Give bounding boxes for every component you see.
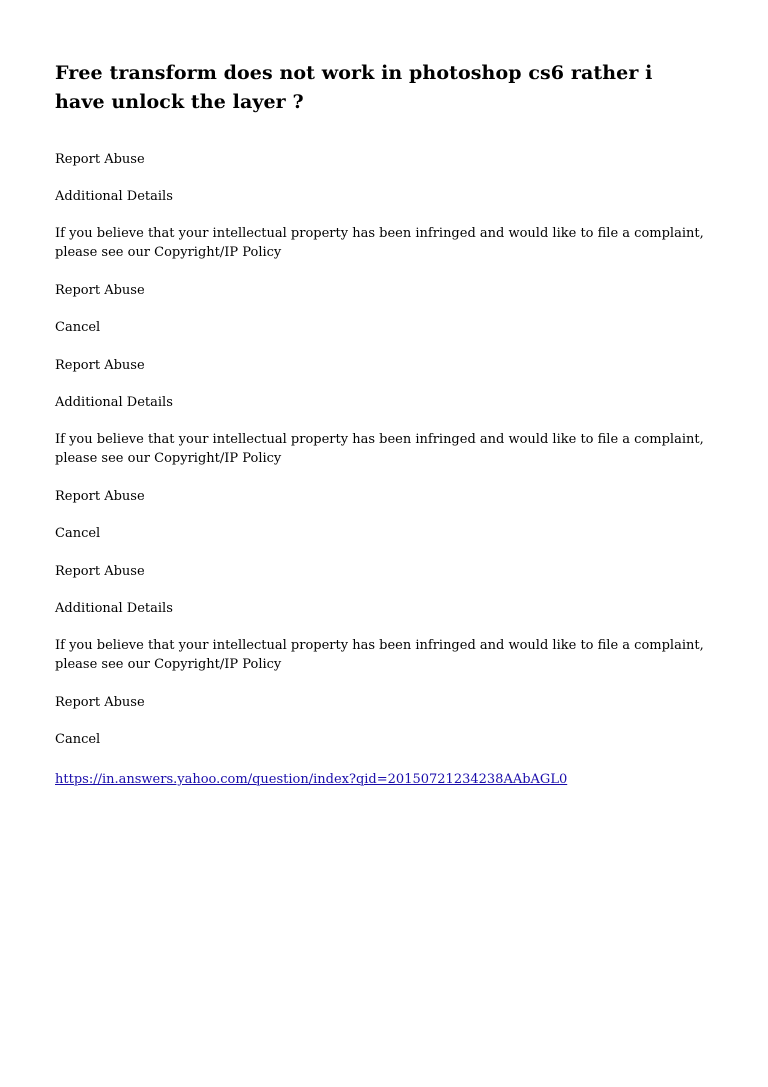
ip-policy-notice: If you believe that your intellectual property has been infringed and would like to file a complaint, please see our Copyright/IP Policy [55,638,704,672]
report-block-2 [55,356,708,543]
ip-policy-notice: If you believe that your intellectual property has been infringed and would like to file a complaint, please see our Copyright/IP Policy [55,432,704,466]
report-abuse-button[interactable]: Report Abuse [55,283,145,298]
source-link[interactable]: https://in.answers.yahoo.com/question/index?qid=20150721234238AAbAGL0 [55,772,568,787]
report-block-1 [55,150,708,337]
cancel-button[interactable]: Cancel [55,320,101,335]
cancel-button[interactable]: Cancel [55,732,101,747]
report-block-3 [55,562,708,749]
page-title: Free transform does not work in photoshop cs6 rather i have unlock the layer ? [55,62,653,113]
additional-details-label: Additional Details [55,601,173,616]
additional-details-label: Additional Details [55,395,173,410]
additional-details-label: Additional Details [55,189,173,204]
cancel-button[interactable]: Cancel [55,526,101,541]
report-abuse-heading: Report Abuse [55,358,145,373]
report-abuse-heading: Report Abuse [55,564,145,579]
report-abuse-button[interactable]: Report Abuse [55,489,145,504]
report-abuse-button[interactable]: Report Abuse [55,695,145,710]
report-abuse-heading: Report Abuse [55,152,145,167]
ip-policy-notice: If you believe that your intellectual property has been infringed and would like to file a complaint, please see our Copyright/IP Policy [55,226,704,260]
